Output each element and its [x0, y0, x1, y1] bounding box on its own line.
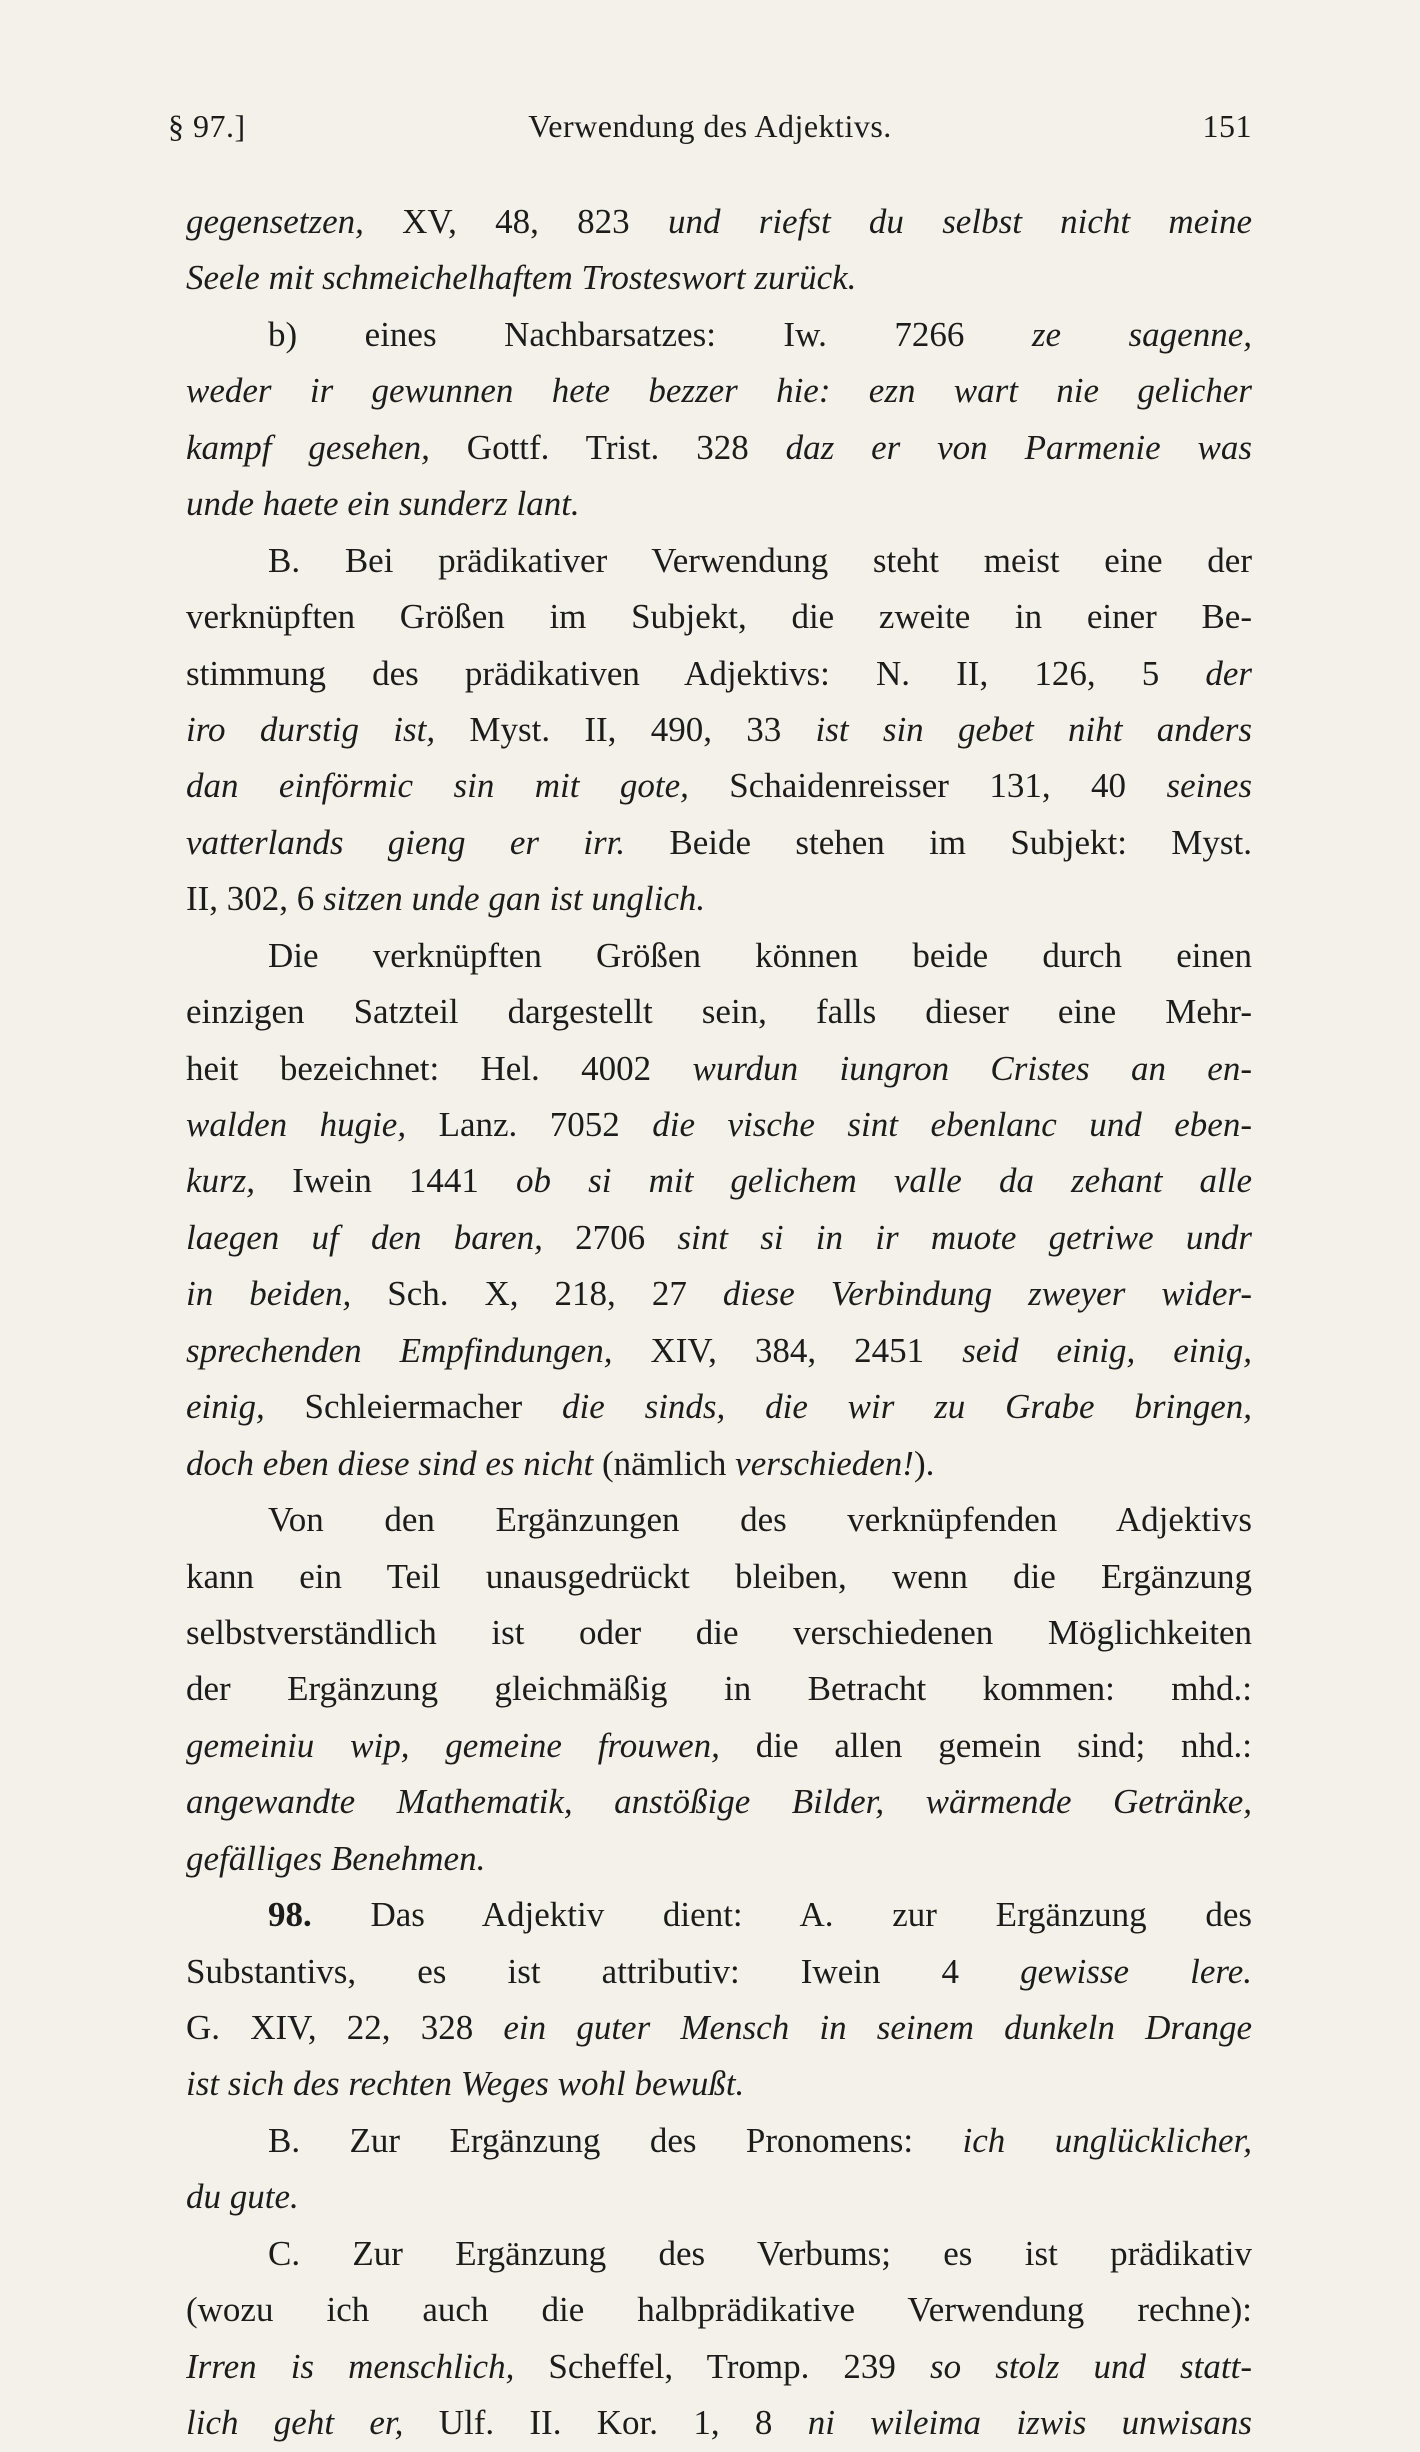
page-number: 151: [1202, 108, 1252, 144]
text-line: [186, 307, 1252, 363]
italic-quote: seines: [1166, 766, 1252, 806]
italic-quote: gefälliges Benehmen.: [186, 1838, 486, 1878]
text-segment: Scheffel, Tromp. 239: [514, 2346, 930, 2386]
text-line: [186, 871, 1252, 927]
italic-quote: Irren is menschlich,: [186, 2346, 515, 2386]
italic-quote: dan einförmic sin mit gote,: [186, 766, 689, 806]
text-line: [186, 815, 1252, 871]
text-segment: C. Zur Ergänzung des Verbums; es ist prädikativ: [268, 2233, 1252, 2273]
text-line: [186, 1323, 1252, 1379]
text-line: [186, 2226, 1252, 2282]
text-segment: b) eines Nachbarsatzes: Iw. 7266: [268, 314, 1032, 354]
text-line: [186, 1210, 1252, 1266]
italic-quote: so stolz und statt-: [930, 2346, 1252, 2386]
italic-quote: Seele mit schmeichelhaftem Trosteswort zurück.: [186, 258, 857, 298]
italic-quote: ich unglücklicher,: [962, 2120, 1252, 2160]
text-segment: G. XIV, 22, 328: [186, 2008, 504, 2047]
italic-quote: die sinds, die wir zu Grabe bringen,: [562, 1387, 1252, 1427]
text-line: [186, 2000, 1252, 2056]
text-line: [186, 2339, 1252, 2395]
italic-quote: du gute.: [186, 2177, 299, 2217]
text-line: [186, 1041, 1252, 1097]
italic-quote: und riefst du selbst nicht meine: [667, 202, 1252, 241]
italic-quote: sprechenden Empfindungen,: [186, 1330, 613, 1370]
text-segment: die allen gemein sind; nhd.:: [719, 1725, 1252, 1765]
text-line: [186, 1661, 1252, 1717]
text-segment: der Ergänzung gleichmäßig in Betracht kommen: mhd.:: [186, 1669, 1252, 1709]
italic-quote: diese Verbindung zweyer wider-: [722, 1274, 1252, 1314]
text-segment: Schleiermacher: [264, 1387, 563, 1427]
text-segment: (nämlich: [593, 1443, 736, 1483]
text-line: [186, 2395, 1252, 2451]
italic-quote: daz er von Parmenie was: [785, 427, 1252, 467]
italic-quote: iro durstig ist,: [186, 709, 436, 749]
italic-quote: sitzen unde gan ist unglich.: [323, 879, 706, 919]
text-line: [186, 1605, 1252, 1661]
italic-quote: gewisse lere.: [1020, 1951, 1252, 1991]
text-line: [186, 984, 1252, 1040]
italic-quote: ze sagenne,: [1031, 314, 1252, 354]
text-line: [186, 1718, 1252, 1774]
text-line: [186, 928, 1252, 984]
text-segment: einzigen Satzteil dargestellt sein, falls dieser eine Mehr-: [186, 992, 1252, 1032]
italic-quote: einig,: [186, 1387, 265, 1427]
text-segment: Das Adjektiv dient: A. zur Ergänzung des: [311, 1895, 1252, 1935]
section-reference: § 97.]: [168, 108, 246, 144]
text-segment: Beide stehen im Subjekt: Myst.: [625, 822, 1252, 862]
text-segment: ).: [913, 1443, 935, 1483]
text-segment: heit bezeichnet: Hel. 4002: [186, 1048, 693, 1088]
text-segment: Myst. II, 490, 33: [435, 709, 816, 749]
text-line: [186, 1097, 1252, 1153]
text-line: [186, 420, 1252, 476]
running-head: [168, 108, 1252, 148]
text-segment: Gottf. Trist. 328: [429, 427, 786, 467]
text-line: [186, 194, 1252, 250]
text-line: [186, 1436, 1252, 1492]
text-segment: II, 302, 6: [186, 879, 324, 919]
text-line: [186, 758, 1252, 814]
text-line: [186, 1831, 1252, 1887]
italic-quote: gemeiniu wip, gemeine frouwen,: [186, 1725, 720, 1765]
text-segment: (wozu ich auch die halbprädikative Verwendung rechne):: [186, 2290, 1252, 2330]
text-line: [186, 1266, 1252, 1322]
text-line: [186, 250, 1252, 306]
text-segment: stimmung des prädikativen Adjektivs: N. II, 126, 5: [186, 653, 1206, 693]
text-segment: XIV, 384, 2451: [612, 1330, 963, 1370]
text-line: [186, 1492, 1252, 1548]
italic-quote: lich geht er,: [186, 2403, 404, 2443]
italic-quote: walden hugie,: [186, 1105, 407, 1144]
text-segment: Die verknüpften Größen können beide durch einen: [268, 935, 1252, 975]
text-segment: selbstverständlich ist oder die verschiedenen Möglichkeiten: [186, 1612, 1252, 1652]
italic-quote: der: [1205, 653, 1252, 693]
text-line: [186, 702, 1252, 758]
text-segment: Ulf. II. Kor. 1, 8: [403, 2403, 808, 2443]
italic-quote: ist sin gebet niht anders: [815, 709, 1252, 749]
text-segment: XV, 48, 823: [363, 202, 668, 241]
text-segment: Substantivs, es ist attributiv: Iwein 4: [186, 1951, 1021, 1991]
text-segment: Von den Ergänzungen des verknüpfenden Adjektivs: [268, 1500, 1252, 1540]
italic-quote: seid einig, einig,: [962, 1330, 1252, 1370]
text-segment: B. Bei prädikativer Verwendung steht meist eine der: [268, 540, 1252, 580]
italic-quote: ob si mit gelichem valle da zehant alle: [516, 1161, 1252, 1201]
italic-quote: sint si in ir muote getriwe undr: [677, 1217, 1252, 1257]
italic-quote: ist sich des rechten Weges wohl bewußt.: [186, 2064, 745, 2104]
text-line: [186, 589, 1252, 645]
text-segment: Sch. X, 218, 27: [351, 1274, 723, 1314]
section-number: 98.: [268, 1895, 312, 1935]
text-line: [186, 2169, 1252, 2225]
italic-quote: die vische sint ebenlanc und eben-: [652, 1105, 1252, 1144]
italic-quote: kampf gesehen,: [186, 427, 430, 467]
text-segment: Schaidenreisser 131, 40: [688, 766, 1167, 806]
text-line: [186, 1153, 1252, 1209]
italic-quote: verschieden!: [735, 1443, 914, 1483]
italic-quote: kurz,: [186, 1161, 256, 1201]
text-line: [186, 2056, 1252, 2112]
italic-quote: laegen uf den baren,: [186, 1217, 543, 1257]
italic-quote: unde haete ein sunderz lant.: [186, 484, 580, 524]
italic-quote: ni wileima izwis unwisans: [807, 2403, 1252, 2443]
body-text: [186, 194, 1252, 2452]
text-segment: 2706: [542, 1217, 678, 1257]
text-line: [186, 1887, 1252, 1943]
italic-quote: wurdun iungron Cristes an en-: [692, 1048, 1252, 1088]
text-segment: kann ein Teil unausgedrückt bleiben, wenn die Ergänzung: [186, 1556, 1252, 1596]
text-line: [186, 646, 1252, 702]
text-line: [186, 2113, 1252, 2169]
chapter-title: Verwendung des Adjektivs.: [528, 108, 892, 144]
text-line: [186, 533, 1252, 589]
text-line: [186, 1944, 1252, 2000]
text-line: [186, 363, 1252, 419]
text-segment: Lanz. 7052: [406, 1105, 653, 1144]
text-line: [186, 1774, 1252, 1830]
italic-quote: weder ir gewunnen hete bezzer hie: ezn wart nie gelicher: [186, 371, 1252, 411]
text-segment: B. Zur Ergänzung des Pronomens:: [268, 2120, 963, 2160]
text-segment: verknüpften Größen im Subjekt, die zweite in einer Be-: [186, 597, 1252, 637]
italic-quote: ein guter Mensch in seinem dunkeln Drange: [503, 2008, 1252, 2047]
italic-quote: in beiden,: [186, 1274, 352, 1314]
text-line: [186, 1379, 1252, 1435]
italic-quote: gegensetzen,: [186, 202, 364, 241]
text-line: [186, 2282, 1252, 2338]
text-segment: Iwein 1441: [255, 1161, 517, 1201]
italic-quote: angewandte Mathematik, anstößige Bilder, wärmende Getränke,: [186, 1782, 1252, 1822]
italic-quote: doch eben diese sind es nicht: [186, 1443, 594, 1483]
text-line: [186, 476, 1252, 532]
text-line: [186, 1549, 1252, 1605]
italic-quote: vatterlands gieng er irr.: [186, 822, 626, 862]
